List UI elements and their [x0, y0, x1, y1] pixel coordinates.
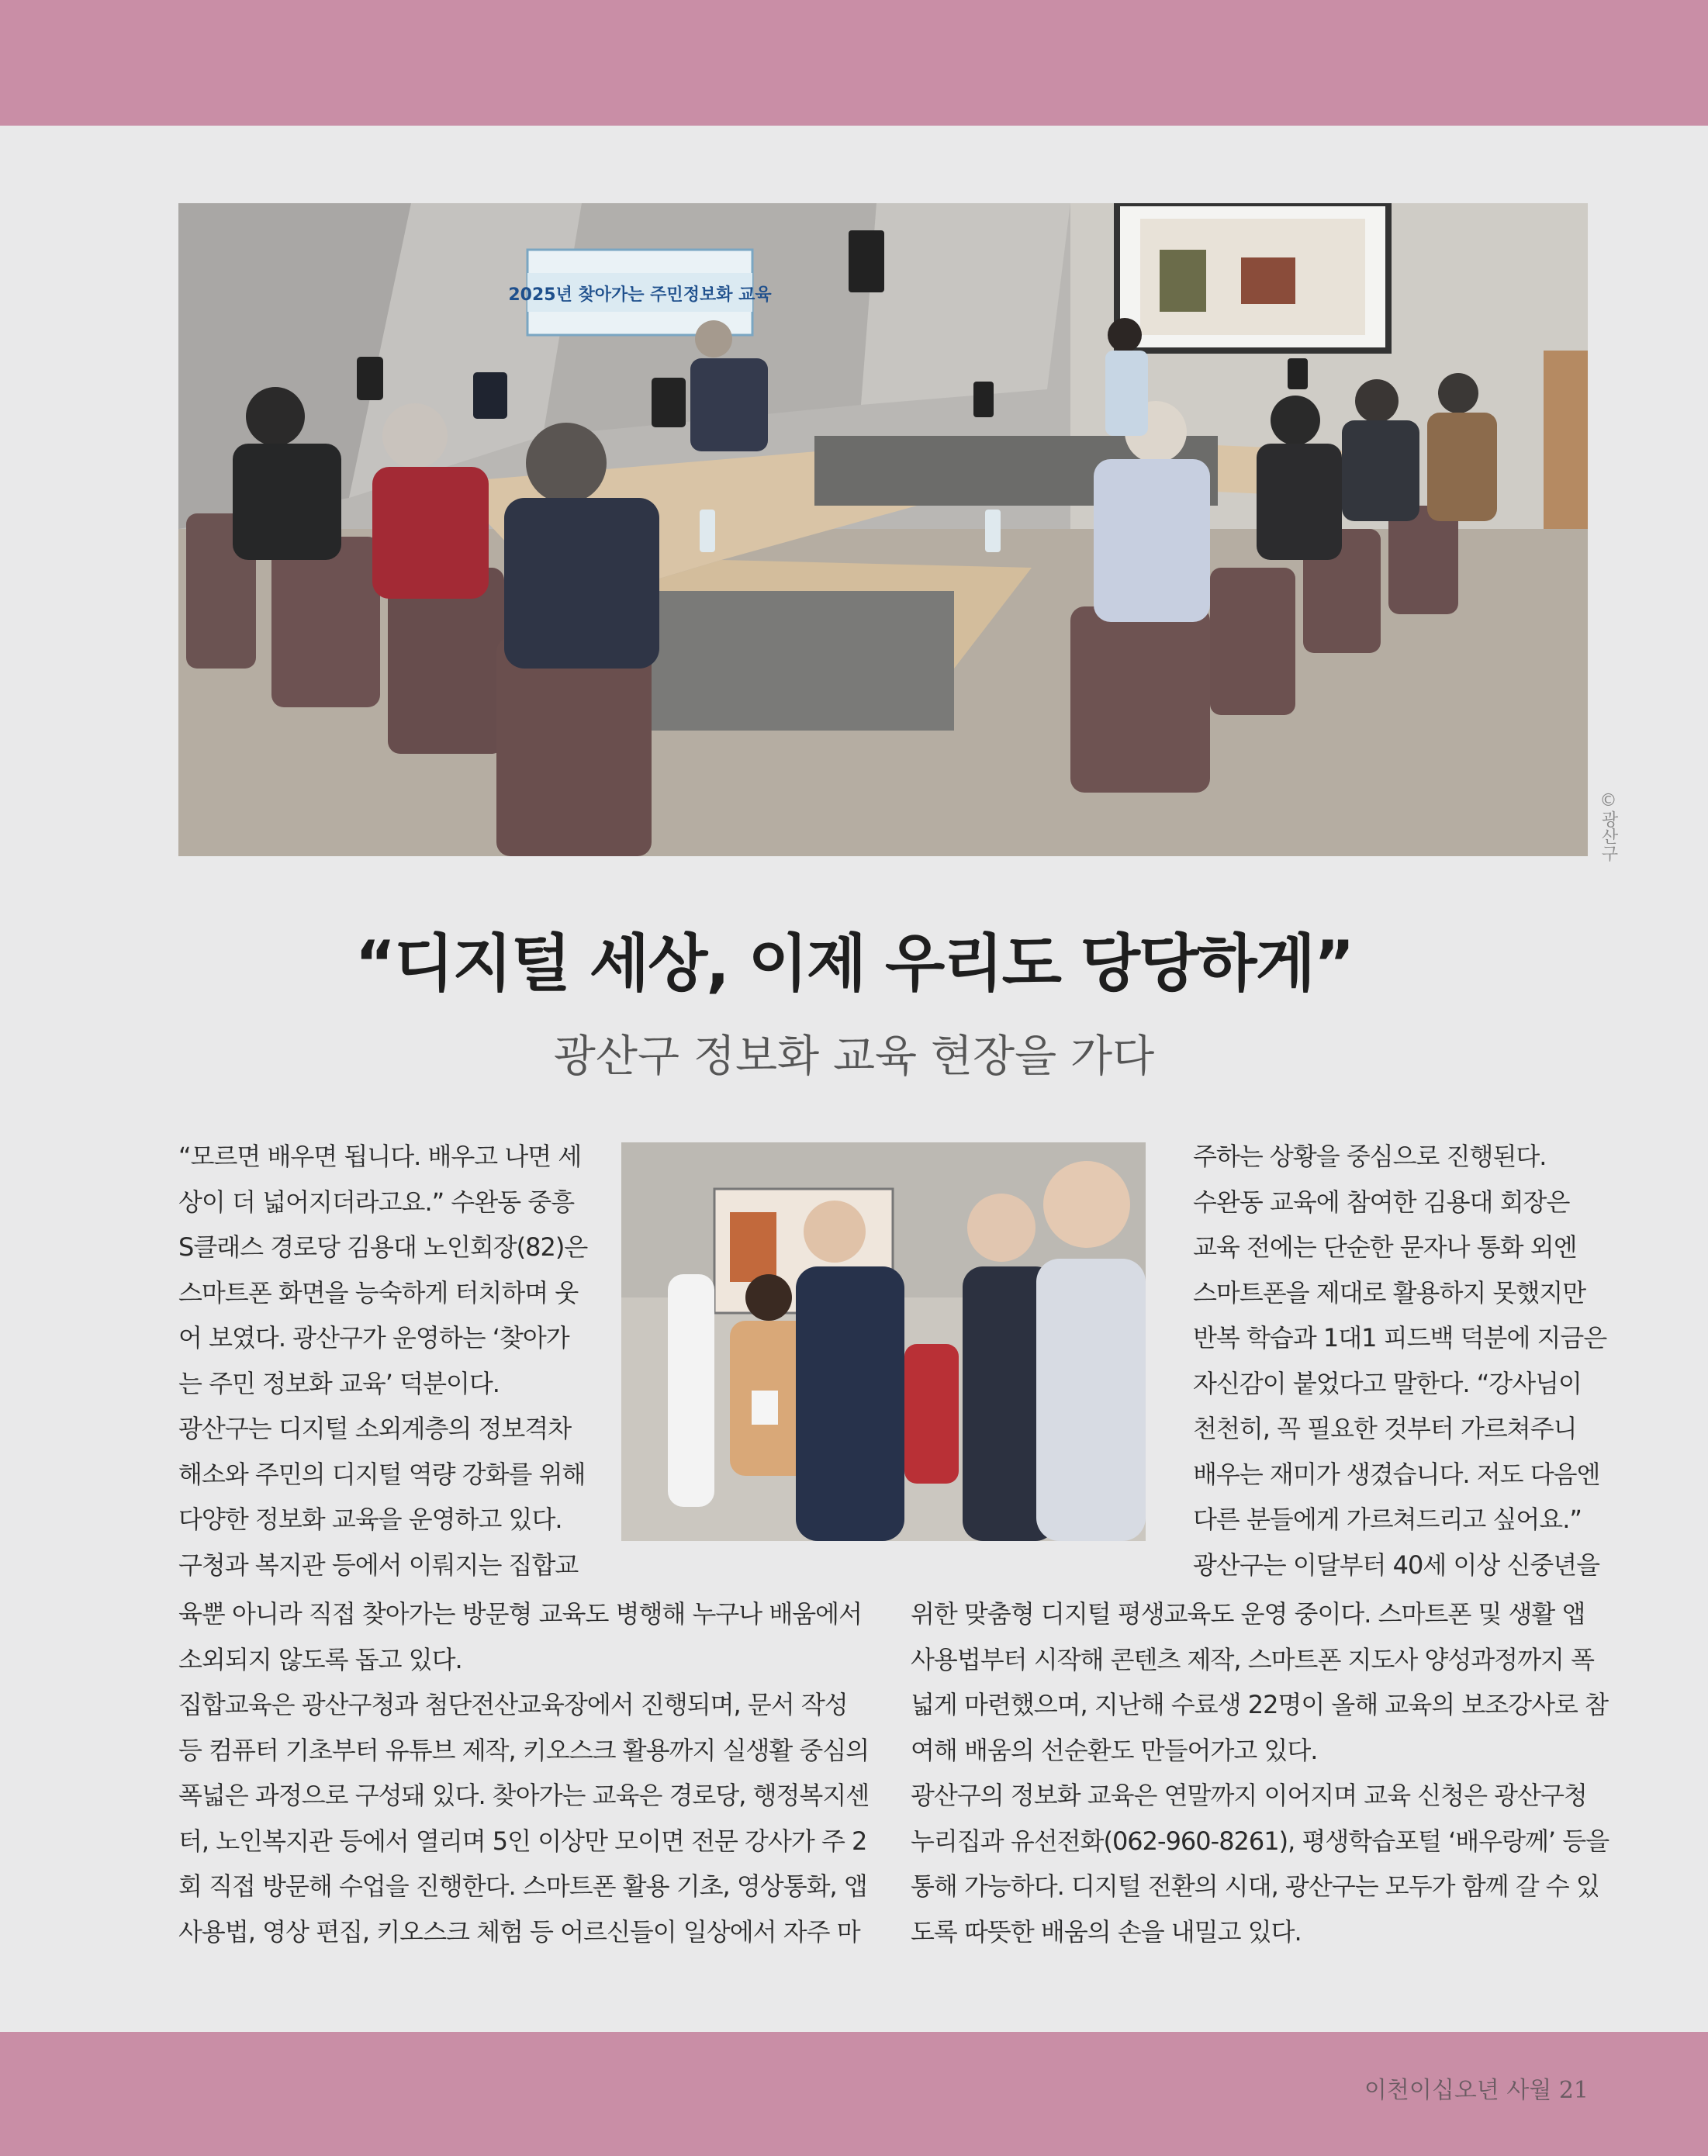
text-line: 수완동 교육에 참여한 김용대 회장은 — [1193, 1187, 1570, 1217]
text-line: 스마트폰을 제대로 활용하지 못했지만 — [1193, 1277, 1586, 1308]
photo-banner-text: 2025년 찾아가는 주민정보화 교육 — [508, 285, 772, 305]
text-line: 주하는 상황을 중심으로 진행된다. — [1193, 1142, 1547, 1171]
text-line: 위한 맞춤형 디지털 평생교육도 운영 중이다. 스마트폰 및 생활 앱 — [911, 1599, 1585, 1629]
text-line: 해소와 주민의 디지털 역량 강화를 위해 — [178, 1459, 586, 1489]
text-line: 상이 더 넓어지더라고요.” 수완동 중흥 — [178, 1187, 575, 1217]
classroom-photo — [178, 203, 1588, 856]
text-line: 다른 분들에게 가르쳐드리고 싶어요.” — [1193, 1505, 1582, 1534]
text-line: 는 주민 정보화 교육’ 덕분이다. — [178, 1368, 500, 1398]
text-line: 사용법부터 시작해 콘텐츠 제작, 스마트폰 지도사 양성과정까지 폭 — [911, 1644, 1595, 1674]
text-line: 소외되지 않도록 돕고 있다. — [178, 1644, 462, 1674]
left-column-top — [178, 1134, 588, 1588]
text-line: 광산구의 정보화 교육은 연말까지 이어지며 교육 신청은 광산구청 — [911, 1781, 1587, 1810]
text-line: 집합교육은 광산구청과 첨단전산교육장에서 진행되며, 문서 작성 — [178, 1690, 848, 1719]
right-column-top — [1193, 1134, 1607, 1588]
text-line: 도록 따뜻한 배움의 손을 내밀고 있다. — [911, 1916, 1302, 1947]
text-line: 통해 가능하다. 디지털 전환의 시대, 광산구는 모두가 함께 갈 수 있 — [911, 1871, 1599, 1901]
photo-credit: ©광산구 — [1599, 791, 1618, 862]
text-line: 광산구는 이달부터 40세 이상 신중년을 — [1193, 1550, 1600, 1580]
text-line: 자신감이 붙었다고 말한다. “강사님이 — [1193, 1368, 1582, 1398]
top-color-band — [0, 0, 1708, 126]
text-line: 누리집과 유선전화(062-960-8261), 평생학습포털 ‘배우랑께’ 등을 — [911, 1826, 1609, 1856]
text-line: 회 직접 방문해 수업을 진행한다. 스마트폰 활용 기초, 영상통화, 앱 — [178, 1871, 867, 1901]
article-title: “디지털 세상, 이제 우리도 당당하게” — [354, 928, 1354, 1000]
text-line: 광산구는 디지털 소외계층의 정보격차 — [178, 1414, 572, 1443]
text-line: 구청과 복지관 등에서 이뤄지는 집합교 — [178, 1550, 579, 1580]
article-subtitle: 광산구 정보화 교육 현장을 가다 — [553, 1031, 1155, 1082]
text-line: 스마트폰 화면을 능숙하게 터치하며 웃 — [178, 1277, 579, 1308]
text-line: 교육 전에는 단순한 문자나 통화 외엔 — [1193, 1232, 1577, 1262]
text-line: 넓게 마련했으며, 지난해 수료생 22명이 올해 교육의 보조강사로 참 — [911, 1690, 1608, 1719]
text-line: “모르면 배우면 됩니다. 배우고 나면 세 — [178, 1142, 582, 1171]
text-line: 어 보였다. 광산구가 운영하는 ‘찾아가 — [178, 1323, 569, 1353]
text-line: 등 컴퓨터 기초부터 유튜브 제작, 키오스크 활용까지 실생활 중심의 — [178, 1735, 870, 1765]
text-line: 사용법, 영상 편집, 키오스크 체험 등 어르신들이 일상에서 자주 마 — [178, 1916, 860, 1947]
text-line: 천천히, 꼭 필요한 것부터 가르쳐주니 — [1193, 1414, 1577, 1443]
text-line: 폭넓은 과정으로 구성돼 있다. 찾아가는 교육은 경로당, 행정복지센 — [178, 1781, 870, 1810]
page-footer: 이천이십오년 사월 21 — [1364, 2077, 1589, 2104]
right-column-bottom — [911, 1591, 1609, 1954]
text-line: 다양한 정보화 교육을 운영하고 있다. — [178, 1505, 562, 1534]
text-line: 터, 노인복지관 등에서 열리며 5인 이상만 모이면 전문 강사가 주 2 — [178, 1826, 867, 1856]
text-line: 육뿐 아니라 직접 찾아가는 방문형 교육도 병행해 누구나 배움에서 — [178, 1599, 863, 1629]
text-line: S클래스 경로당 김용대 노인회장(82)은 — [178, 1232, 588, 1262]
text-line: 배우는 재미가 생겼습니다. 저도 다음엔 — [1193, 1459, 1600, 1489]
left-column-bottom — [178, 1591, 870, 1954]
text-line: 반복 학습과 1대1 피드백 덕분에 지금은 — [1193, 1323, 1607, 1353]
text-line: 여해 배움의 선순환도 만들어가고 있다. — [911, 1735, 1318, 1765]
instructor-photo — [621, 1142, 1146, 1541]
